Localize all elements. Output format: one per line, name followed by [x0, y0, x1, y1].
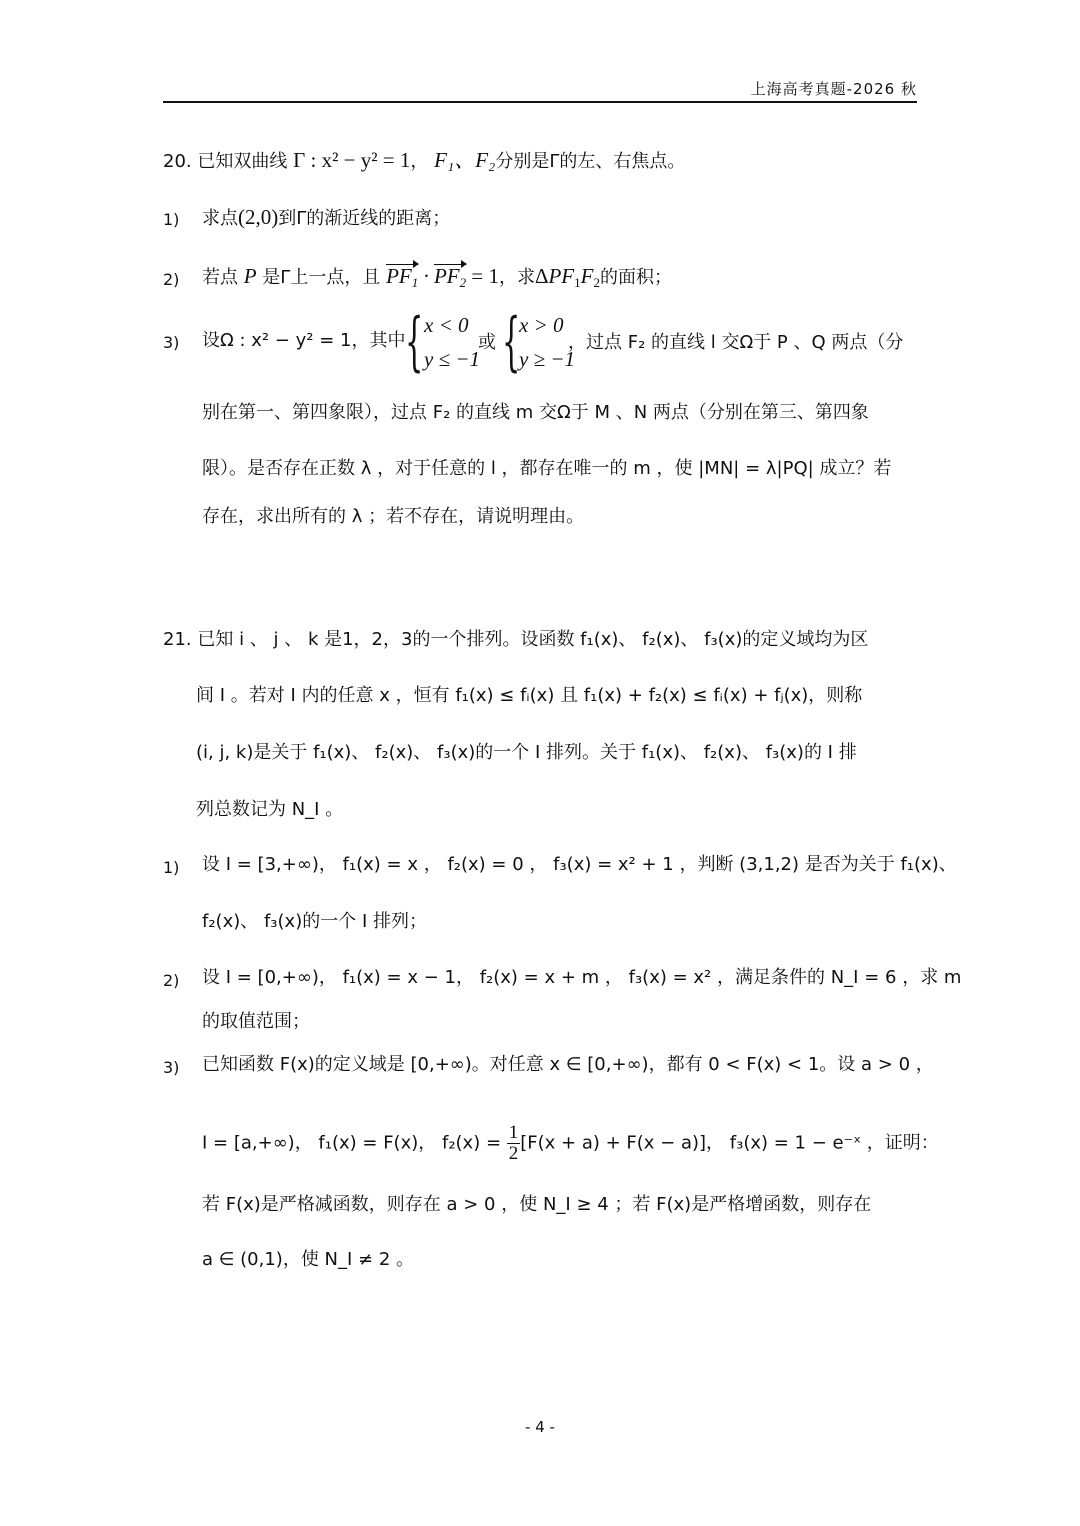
page-number: - 4 - — [525, 1418, 555, 1436]
q20-p1-number: 1) — [163, 210, 180, 229]
header-rule — [163, 101, 917, 103]
q20-stem-b: ， — [410, 151, 429, 172]
q21-p2-line1: 设 I = [0,+∞)， f₁(x) = x − 1， f₂(x) = x + m ， f₃(x) = x² ，满足条件的 N_I = 6 ，求 m — [202, 967, 962, 988]
q20-p2-equals: = 1 — [466, 264, 499, 288]
q20-p3-case1-bottom: y ≤ −1 — [424, 347, 481, 371]
q20-p1-a: 求点 — [202, 208, 238, 229]
q21-p3-line3: 若 F(x)是严格减函数，则存在 a > 0 ，使 N_I ≥ 4 ；若 F(x)是严格增函数，则存在 — [202, 1194, 872, 1215]
page-header: 上海高考真题-2026 秋 — [750, 80, 917, 98]
q21-line2: 间 I 。若对 I 内的任意 x ，恒有 f₁(x) ≤ fᵢ(x) 且 f₁(x) + f₂(x) ≤ fᵢ(x) + fⱼ(x)，则称 — [196, 685, 863, 706]
q20-p2-dot-product: $PF_1 \cdot PF_2$ — [386, 264, 466, 288]
q20-p2-d: 的面积； — [599, 267, 672, 288]
q20-p3-line3: 限）。是否存在正数 λ ，对于任意的 l ，都存在唯一的 m ，使 |MN| = λ|PQ| 成立？若 — [202, 458, 892, 479]
q20-stem — [163, 147, 685, 175]
q21-p1-line1: 设 I = [3,+∞)， f₁(x) = x ， f₂(x) = 0 ， f₃(x) = x² + 1 ，判断 (3,1,2) 是否为关于 f₁(x)、 — [202, 854, 957, 875]
q20-p3-line4: 存在，求出所有的 λ ；若不存在，请说明理由。 — [202, 506, 585, 527]
q20-p2 — [202, 263, 672, 296]
q20-stem-c: 分别是Γ的左、右焦点。 — [495, 151, 686, 172]
q21-line3: (i, j, k)是关于 f₁(x)、 f₂(x)、 f₃(x)的一个 I 排列。关于 f₁(x)、 f₂(x)、 f₃(x)的 I 排 — [196, 742, 857, 763]
q21-p3-line2 — [202, 1123, 939, 1164]
fraction-denominator: 2 — [508, 1143, 519, 1164]
q20-p1-b: 到Γ的渐近线的距离； — [278, 208, 451, 229]
q20-stem-math1: Γ : x² − y² = 1 — [293, 148, 411, 172]
q21-p1-line2: f₂(x)、 f₃(x)的一个 I 排列； — [202, 911, 427, 932]
q21-p2-number: 2) — [163, 971, 180, 990]
q20-p2-b: 是Γ上一点，且 — [262, 267, 381, 288]
q20-p2-number: 2) — [163, 270, 180, 289]
q20-stem-math2: F₁、F₂ — [434, 148, 496, 172]
one-half-fraction — [507, 1123, 521, 1164]
q21-p1-number: 1) — [163, 858, 180, 877]
q20-p3-case2-top: x > 0 — [519, 313, 564, 337]
q20-p3-case2-bottom: y ≥ −1 — [519, 347, 576, 371]
q20-p3-number: 3) — [163, 333, 180, 352]
q21-p3-line2a: I = [a,+∞)， f₁(x) = F(x)， f₂(x) = — [202, 1132, 502, 1154]
q21-line4: 列总数记为 N_I 。 — [196, 799, 344, 820]
q20-p3-or: 或 — [478, 332, 496, 353]
left-brace-1: { — [405, 305, 424, 379]
fraction-numerator: 1 — [508, 1122, 519, 1143]
q20-stem-a: 20. 已知双曲线 — [163, 151, 288, 172]
q21-p3-line1: 已知函数 F(x)的定义域是 [0,+∞)。对任意 x ∈ [0,+∞)，都有 0 < F(x) < 1。设 a > 0 ， — [202, 1054, 934, 1075]
q20-p2-c: ，求 — [498, 267, 535, 288]
q20-p1-point: (2,0) — [238, 205, 279, 229]
q21-p3-line2b: [F(x + a) + F(x − a)]， f₃(x) = 1 − e⁻ˣ ，证明： — [520, 1132, 939, 1154]
q21-line1: 21. 已知 i 、 j 、 k 是1，2，3的一个排列。设函数 f₁(x)、 f₂(x)、 f₃(x)的定义域均为区 — [163, 629, 869, 650]
q20-p3-b: ，过点 F₂ 的直线 l 交Ω于 P 、Q 两点（分 — [568, 332, 904, 353]
q20-p2-triangle: $\Delta PF_1F_2$ — [534, 264, 600, 290]
q21-p3-number: 3) — [163, 1058, 180, 1077]
q20-p3-line2: 别在第一、第四象限），过点 F₂ 的直线 m 交Ω于 M 、N 两点（分别在第三、第四象 — [202, 402, 869, 423]
q20-p2-point-p: P — [243, 264, 257, 288]
q21-p2-line2: 的取值范围； — [202, 1011, 310, 1032]
q20-p3-a: 设Ω : x² − y² = 1，其中 — [202, 330, 406, 351]
q20-p3-case1-top: x < 0 — [424, 313, 469, 337]
q20-p1 — [202, 204, 450, 232]
q21-p3-line4: a ∈ (0,1)，使 N_I ≠ 2 。 — [202, 1249, 415, 1270]
q20-p2-a: 若点 — [202, 267, 238, 288]
left-brace-2: { — [502, 305, 521, 379]
